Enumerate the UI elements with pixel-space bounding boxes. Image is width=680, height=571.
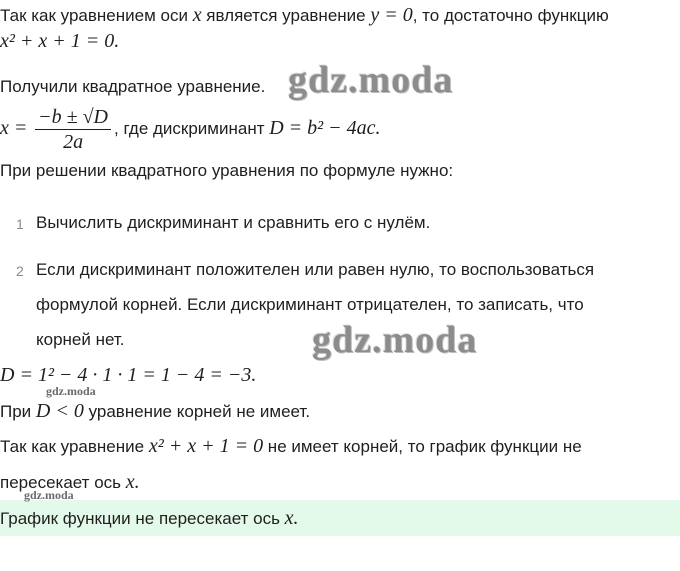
intro-equation: x² + x + 1 = 0. [0, 30, 120, 52]
root-fraction [35, 105, 111, 154]
formula-lhs: x = [0, 117, 28, 139]
watermark: gdz.moda [288, 59, 454, 101]
watermark: gdz.moda [24, 488, 74, 502]
x-variable: x [192, 4, 202, 26]
fraction-numerator: −b ± √D [35, 105, 111, 130]
list-number: 2 [16, 263, 24, 279]
conclusion-2-line-2: пересекает ось x. [0, 471, 140, 493]
discriminant-formula: D = b² − 4ac. [269, 117, 381, 139]
list-number: 1 [16, 216, 24, 232]
discriminant-calculation: D = 1² − 4 · 1 · 1 = 1 − 4 = −3. [0, 364, 257, 386]
quadratic-intro: Получили квадратное уравнение. [0, 77, 266, 96]
axis-equation: y = 0 [370, 4, 413, 26]
watermark: gdz.moda [312, 319, 478, 361]
intro-line-1: Так как уравнением оси x является уравнение y = 0, то достаточно функцию [0, 4, 609, 26]
watermark: gdz.moda [46, 384, 96, 398]
method-intro: При решении квадратного уравнения по формуле нужно: [0, 161, 454, 180]
answer-box [0, 500, 680, 536]
root-formula-line: x = $\frac{-b \pm √D}{2a}$ , где дискриминант D = b² − 4ac. [0, 106, 381, 154]
conclusion-1: При D < 0 уравнение корней не имеет. [0, 400, 311, 422]
conclusion-2: Так как уравнение x² + x + 1 = 0 не имеет корней, то график функции не [0, 435, 582, 457]
answer-text: График функции не пересекает ось x. [0, 507, 299, 529]
fraction-denominator: 2a [63, 131, 84, 154]
